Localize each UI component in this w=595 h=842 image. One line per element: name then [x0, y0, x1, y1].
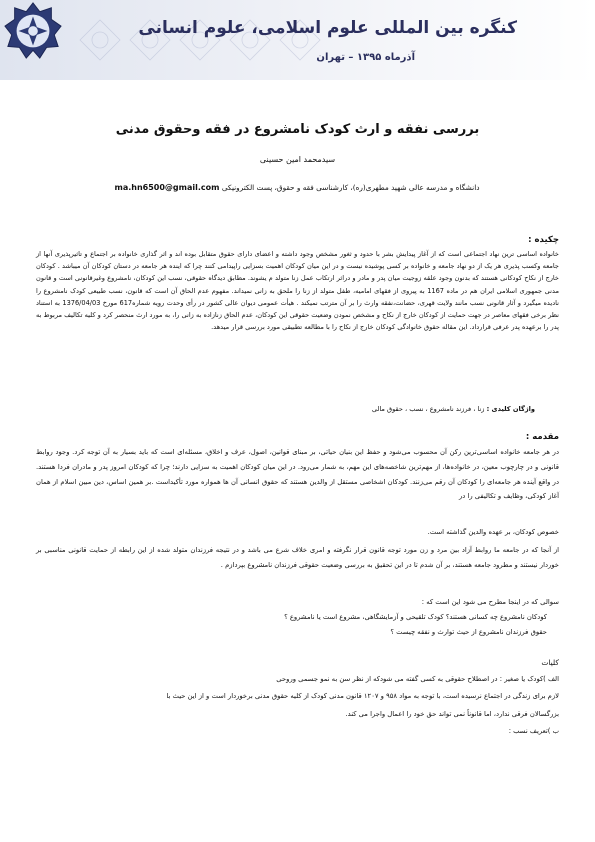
question-2: حقوق فرزندان نامشروع از حیث توارث و نفقه چیست ؟: [390, 628, 547, 636]
definition-a-line2: لازم برای زندگی در اجتماع نرسیده است، با توجه به مواد ۹۵۸ و ۱۲۰۷ قانون مدنی کودک از کلیه حقوق مدنی برخوردار است و از این حیث با: [166, 692, 559, 700]
definition-a: الف )کودک یا صغیر : در اصطلاح حقوقی به کسی گفته می شودکه از نظر سن به نمو جسمی وروحی: [276, 675, 559, 683]
keywords-text: زنا ، فرزند نامشروع ، نسب ، حقوق مالی: [371, 405, 485, 413]
questions-lead: سوالی که در اینجا مطرح می شود این است که :: [421, 598, 559, 606]
author-name: سیدمحمد امین حسینی: [259, 155, 336, 164]
definition-b: ب )تعریف نسب :: [508, 727, 559, 735]
intro-text: در هر جامعه خانواده اساسی‌ترین رکن آن محسوب می‌شود و حفظ این بنیان حیاتی، بر مبنای قوانین، اصول، عرف و اخلاق، مسئله‌ای است که باید بسیار به آن توجه کرد. وجود روابط قانونی و در چارچوب معین، در خانواده‌ها، از مهم‌ترین شاخصه‌های این مهم، به شمار می‌رود. در این میان کودکان اهمیت به سزایی دارند؛ چرا که کودکان امروز پدر و مادران فردا هستند. در واقع آینده هر جامعه‌ای را کودکان آن رقم می‌زنند. کودکان اشخاصی مستقل از والدین هستند که حقوق انسانی آن ها همواره مورد تأکیداست .بر همین اساس، دین مبین اسلام از همان آغاز کودکی، وظایف و تکالیفی را در: [36, 448, 559, 501]
keywords-label: واژگان کلیدی :: [486, 405, 535, 413]
definitions-heading: کلیات: [541, 658, 559, 667]
definition-a-line3: بزرگسالان فرقی ندارد، اما قانوناً نمی تواند حق خود را اعمال واجرا می کند.: [345, 710, 559, 718]
affiliation-text: دانشگاه و مدرسه عالی شهید مطهری(ره)، کارشناسی فقه و حقوق، پست الکترونیکی: [221, 183, 480, 192]
geometric-pattern: [70, 0, 330, 80]
conference-date: آذرماه ۱۳۹۵ – تهران: [316, 52, 415, 63]
keywords: [372, 405, 535, 413]
abstract-text: خانواده اساسی ترین نهاد اجتماعی است که از آغاز پیدایش بشر با حدود و ثغور مشخص وجود داشته و اعضای دارای حقوق متقابل بوده اند و اثر گذاری خانواده بر اجتماع و تاثیرپذیری آنها از جامعه وکسب پذیری هر یک از دو نهاد جامعه و خانواده بر کسی پوشیده نیست و در این میان کودکان اهمیت بسزایی راپیدامی کنند چرا که اینده هر جامعه در دستان کودکان آن میباشد . کودکان خارج از نکاح کودکانی هستند که بدنون وجود علقه زوجیت میان پدر و مادر و دراثر ارتکاب عمل زنا متولد م یشوند. مطابق دیدگاه حقوقی، نسب این کودکان، نامشروع وغیرقانونی است و قانون مدنی جمهوری اسلامی ایران هم در ماده 1167 به پیروی از فقهای امامیه، طفل متولد از زنا را ملحق به زانی نمیداند. مفهوم عدم الحاق آن است که قانون، نسب طبیعی کودک نامشروع را نادیده میگیرد و آثار قانونی نسب مانند ولایت قهری، حضانت،نفقه وارث را بر آن مترتب نمیکند . هیأت عمومی دیوان عالی کشور در رأی وحدت رویه شماره617 مورخ 1376/04/03 به استناد نظر برخی فقهای معاصر در جهت حمایت از کودکان خارج از نکاح و مشخص نمودن وضعیت حقوقی این کودکان، عدم الحاق زنازاده به زانی را، به مورد ارث منحصر کرد و کلیه تکالیف مربوط به پدر را برعهده پدر عرفی قرارداد. این مقاله حقوق خانوادگی کودکان خارج از نکاح را با مطالعه تطبیقی مورد بررسی قرار میدهد.: [36, 250, 559, 332]
intro-line2: خصوص کودکان، بر عهده والدین گذاشته است.: [427, 528, 559, 536]
conference-title: کنگره بین المللی علوم اسلامی، علوم انسانی: [138, 18, 517, 38]
affiliation: [30, 183, 564, 192]
author-email: ma.hn6500@gmail.com: [114, 183, 220, 192]
abstract-heading: چکیده :: [528, 235, 559, 245]
conference-banner: [0, 0, 595, 80]
intro-heading: مقدمه :: [525, 432, 559, 442]
question-1: کودکان نامشروع چه کسانی هستند؟ کودک تلقیحی و آزمایشگاهی، مشروع است یا نامشروع ؟: [284, 613, 547, 621]
intro-para2: از آنجا که در جامعه ما روابط آزاد بین مرد و زن مورد توجه قانون قرار نگرفته و امری خلاف شرع می باشد و در نتیجه فرزندان متولد شده از این رابطه از حمایت قانونی مناسبی بر خوردار نیستند و مطرود جامعه هستند، بر آن شدم تا در این تحقیق به بررسی وضعیت حقوقی فرزندان نامشروع بپردازم .: [36, 546, 559, 569]
paper-title: بررسی نفقه و ارث کودک نامشروع در فقه وحقوق مدنی: [115, 122, 480, 137]
conference-logo-icon: [4, 2, 62, 60]
